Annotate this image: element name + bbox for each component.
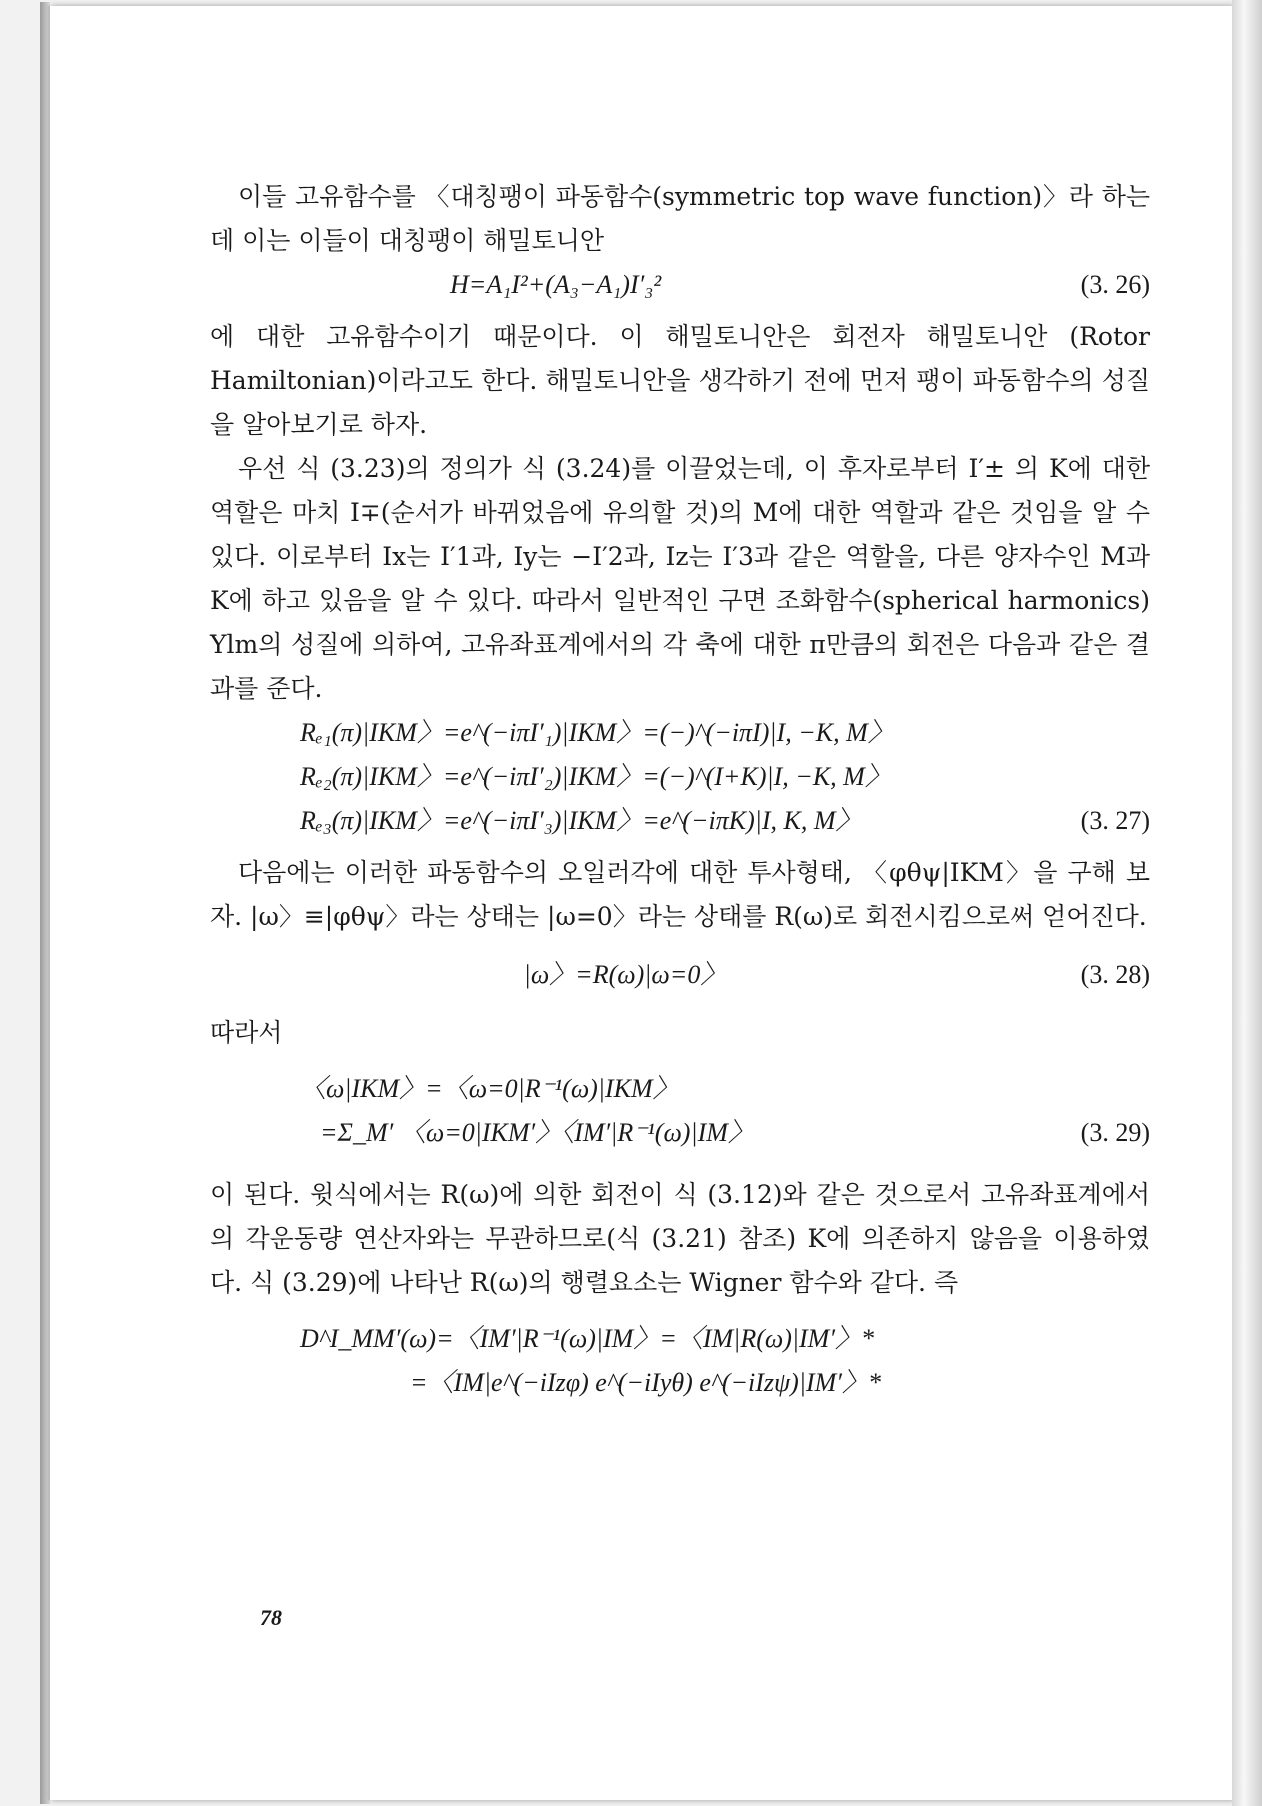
equation-body: Rₑ₁(π)|IKM〉=e^(−iπI′₁)|IKM〉=(−)^(−iπI)|I, −K, M〉 <box>300 718 894 747</box>
paragraph-6: 이 된다. 윗식에서는 R(ω)에 의한 회전이 식 (3.12)와 같은 것으로서 고유좌표계에서의 각운동량 연산자와는 무관하므로(식 (3.21) 참조) K에 의존하지 않음을 이용하였다. 식 (3.29)에 나타난 R(ω)의 행렬요소는 Wigner 함수와 같다. 즉 <box>210 1180 1150 1297</box>
equation-number: (3. 28) <box>1080 960 1150 989</box>
equation-body: Rₑ₂(π)|IKM〉=e^(−iπI′₂)|IKM〉=(−)^(I+K)|I, −K, M〉 <box>300 762 891 791</box>
equation-3-27c <box>210 799 1150 843</box>
page-content <box>210 175 1150 1405</box>
paragraph-2: 에 대한 고유함수이기 때문이다. 이 해밀토니안은 회전자 해밀토니안 (Rotor Hamiltonian)이라고도 한다. 해밀토니안을 생각하기 전에 먼저 팽이 파동함수의 성질을 알아보기로 하자. <box>210 322 1150 439</box>
paragraph-5: 따라서 <box>210 1018 283 1047</box>
equation-3-29a <box>210 1067 1150 1111</box>
paragraph-1: 이들 고유함수를 〈대칭팽이 파동함수(symmetric top wave function)〉라 하는데 이는 이들이 대칭팽이 해밀토니안 <box>210 182 1150 255</box>
equation-body: =Σ_M′ 〈ω=0|IKM′〉〈IM′|R⁻¹(ω)|IM〉 <box>320 1118 754 1147</box>
equation-wigner-b <box>210 1361 1150 1405</box>
page-number: 78 <box>260 1605 282 1630</box>
equation-body: Rₑ₃(π)|IKM〉=e^(−iπI′₃)|IKM〉=e^(−iπK)|I, K, M〉 <box>300 806 862 835</box>
equation-number: (3. 26) <box>1080 270 1150 299</box>
equation-body: H=A₁I²+(A₃−A₁)I′₃² <box>450 270 662 299</box>
equation-3-27a <box>210 711 1150 755</box>
paragraph-3: 우선 식 (3.23)의 정의가 식 (3.24)를 이끌었는데, 이 후자로부터 I′± 의 K에 대한 역할은 마치 I∓(순서가 바뀌었음에 유의할 것)의 M에 대한 역할과 같은 것임을 알 수 있다. 이로부터 Ix는 I′1과, Iy는 −I′2과, Iz는 I′3과 같은 역할을, 다른 양자수인 M과 K에 하고 있음을 알 수 있다. 따라서 일반적인 구면 조화함수(spherical harmonics) Ylm의 성질에 의하여, 고유좌표계에서의 각 축에 대한 π만큼의 회전은 다음과 같은 결과를 준다. <box>210 454 1150 703</box>
paragraph-4: 다음에는 이러한 파동함수의 오일러각에 대한 투사형태, 〈φθψ|IKM〉을 구해 보자. |ω〉≡|φθψ〉라는 상태는 |ω=0〉라는 상태를 R(ω)로 회전시킴으로써 얻어진다. <box>210 858 1150 931</box>
equation-3-29b <box>210 1111 1150 1155</box>
equation-3-26 <box>210 263 1150 307</box>
equation-body: =〈IM|e^(−iIzφ) e^(−iIyθ) e^(−iIzψ)|IM′〉* <box>410 1368 881 1397</box>
equation-number: (3. 29) <box>1080 1118 1150 1147</box>
equation-body: 〈ω|IKM〉=〈ω=0|R⁻¹(ω)|IKM〉 <box>300 1074 679 1103</box>
equation-body: D^I_MM′(ω)=〈IM′|R⁻¹(ω)|IM〉=〈IM|R(ω)|IM′〉* <box>300 1324 875 1353</box>
equation-wigner-a <box>210 1317 1150 1361</box>
equation-number: (3. 27) <box>1080 806 1150 835</box>
page-edge <box>1232 0 1262 1806</box>
equation-3-28 <box>210 953 1150 997</box>
equation-body: |ω〉=R(ω)|ω=0〉 <box>523 960 727 989</box>
equation-3-27b <box>210 755 1150 799</box>
